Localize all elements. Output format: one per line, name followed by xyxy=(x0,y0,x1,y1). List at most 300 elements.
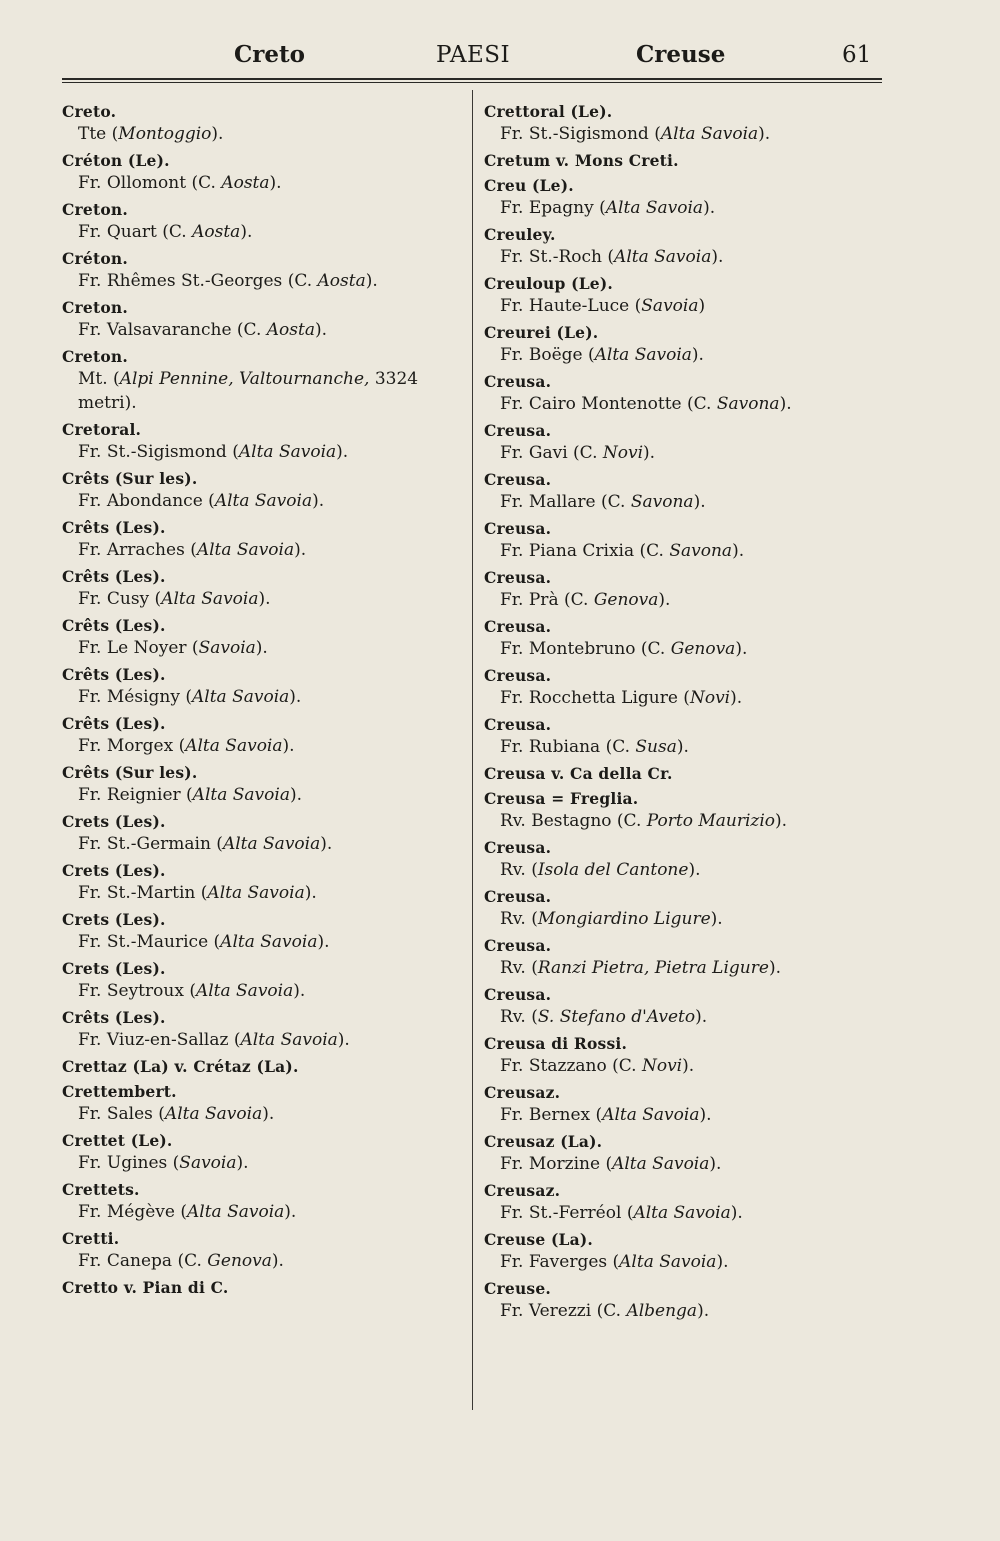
gazetteer-entry xyxy=(62,297,462,342)
entry-headword: Créton. xyxy=(62,249,128,268)
gazetteer-entry xyxy=(62,346,462,415)
entry-type-abbr: Fr. xyxy=(500,492,524,512)
entry-type-abbr: Fr. xyxy=(78,638,102,658)
entry-location-suffix: ). xyxy=(697,1301,710,1321)
entry-place-italic: Aosta xyxy=(266,320,315,340)
entry-type-abbr: Fr. xyxy=(78,1202,102,1222)
entry-location-suffix: ). xyxy=(732,541,745,561)
entry-location-suffix: ). xyxy=(716,1252,729,1272)
entry-type-abbr: Rv. xyxy=(500,1007,526,1027)
entry-location-text: Bernex ( xyxy=(523,1105,603,1125)
entry-headword: Cretum v. Mons Creti. xyxy=(484,151,679,170)
entry-location xyxy=(484,1299,884,1323)
entry-headword: Crêts (Sur les). xyxy=(62,763,198,782)
gazetteer-entry xyxy=(62,762,462,807)
entry-headword: Crettets. xyxy=(62,1180,140,1199)
entry-place-italic: Alta Savoia xyxy=(612,1154,710,1174)
entry-headword: Crêts (Les). xyxy=(62,1008,166,1027)
entry-location-text: St.-Maurice ( xyxy=(101,932,221,952)
entry-location-suffix: ). xyxy=(236,1153,249,1173)
entry-place-italic: Alta Savoia xyxy=(602,1105,700,1125)
entry-headword: Creusa. xyxy=(484,470,552,489)
entry-location xyxy=(62,1249,462,1273)
entry-location xyxy=(62,881,462,905)
entry-headword: Crettaz (La) v. Crétaz (La). xyxy=(62,1057,299,1076)
entry-type-abbr: Fr. xyxy=(500,737,524,757)
entry-location xyxy=(62,440,462,464)
gazetteer-entry xyxy=(62,1130,462,1175)
gazetteer-entry xyxy=(62,419,462,464)
entry-type-abbr: Fr. xyxy=(78,222,102,242)
entry-location-suffix: ). xyxy=(293,981,306,1001)
entry-location-text: Verezzi (C. xyxy=(523,1301,627,1321)
entry-location xyxy=(484,1103,884,1127)
entry-place-italic: Alta Savoia xyxy=(222,834,321,854)
entry-location xyxy=(62,832,462,856)
entry-location xyxy=(484,907,884,931)
entry-headword: Crêts (Les). xyxy=(62,616,166,635)
entry-location xyxy=(484,539,884,563)
gazetteer-entry xyxy=(484,567,884,612)
entry-location-text: St.-Martin ( xyxy=(101,883,208,903)
gazetteer-entry xyxy=(484,273,884,318)
entry-location-text: Mégève ( xyxy=(101,1202,187,1222)
entry-place-italic: Alta Savoia xyxy=(191,687,290,707)
entry-location xyxy=(484,956,884,980)
entry-headword: Creusa. xyxy=(484,666,552,685)
gazetteer-entry xyxy=(484,175,884,220)
entry-location xyxy=(62,171,462,195)
entry-location-text: ( xyxy=(525,958,538,978)
entry-place-italic: Genova xyxy=(207,1251,272,1271)
gazetteer-entry xyxy=(62,199,462,244)
entry-location xyxy=(484,637,884,661)
gazetteer-entry xyxy=(62,150,462,195)
entry-place-italic: Aosta xyxy=(221,173,270,193)
entry-location xyxy=(62,1200,462,1224)
entry-location-suffix: ). xyxy=(643,443,656,463)
entry-place-italic: Alta Savoia xyxy=(192,785,290,805)
running-header xyxy=(62,40,882,74)
entry-headword: Creusaz (La). xyxy=(484,1132,603,1151)
entry-type-abbr: Fr. xyxy=(500,688,524,708)
entry-type-abbr: Rv. xyxy=(500,811,526,831)
entry-headword: Creto. xyxy=(62,102,117,121)
entry-location-text: Mallare (C. xyxy=(523,492,631,512)
entry-headword: Creuse (La). xyxy=(484,1230,594,1249)
entry-location xyxy=(484,858,884,882)
entry-place-italic: Savona xyxy=(716,394,780,414)
entry-location xyxy=(62,636,462,660)
entry-location-suffix: ). xyxy=(314,320,327,340)
gazetteer-entry xyxy=(484,150,884,171)
entry-place-italic: Montoggio xyxy=(118,124,212,144)
entry-location xyxy=(62,220,462,244)
gazetteer-entry xyxy=(62,958,462,1003)
entry-place-italic: Ranzi Pietra, Pietra Ligure xyxy=(537,958,769,978)
entry-place-italic: Novi xyxy=(641,1056,683,1076)
entry-place-italic: Alta Savoia xyxy=(594,345,692,365)
entry-headword: Creuley. xyxy=(484,225,556,244)
entry-type-abbr: Mt. xyxy=(78,369,108,389)
entry-headword: Crêts (Les). xyxy=(62,665,166,684)
entry-headword: Crêts (Les). xyxy=(62,567,166,586)
entry-headword: Creusa v. Ca della Cr. xyxy=(484,764,673,783)
header-rule-thick xyxy=(62,78,882,80)
entry-location-text: Seytroux ( xyxy=(101,981,196,1001)
entry-location-text: Epagny ( xyxy=(523,198,606,218)
entry-headword: Crêts (Sur les). xyxy=(62,469,198,488)
entry-type-abbr: Fr. xyxy=(500,1252,524,1272)
gazetteer-entry xyxy=(484,1278,884,1323)
gazetteer-entry xyxy=(484,788,884,833)
entry-type-abbr: Tte xyxy=(78,124,107,144)
entry-place-italic: Alta Savoia xyxy=(196,540,295,560)
entry-headword: Créton (Le). xyxy=(62,151,170,170)
entry-location-text: Abondance ( xyxy=(101,491,215,511)
entry-type-abbr: Fr. xyxy=(500,124,524,144)
entry-type-abbr: Rv. xyxy=(500,958,526,978)
entry-location-text: Canepa (C. xyxy=(101,1251,208,1271)
entry-headword: Creusa. xyxy=(484,985,552,1004)
entry-location-suffix: ). xyxy=(269,173,282,193)
entry-location-text: Sales ( xyxy=(101,1104,165,1124)
gazetteer-entry xyxy=(484,224,884,269)
gazetteer-entry xyxy=(484,371,884,416)
gazetteer-entry xyxy=(484,469,884,514)
entry-location xyxy=(484,809,884,833)
entry-location-text: ( xyxy=(107,369,120,389)
entry-type-abbr: Fr. xyxy=(500,639,524,659)
entry-headword: Creusa. xyxy=(484,519,552,538)
entry-location-text: Faverges ( xyxy=(523,1252,620,1272)
entry-place-italic: Susa xyxy=(635,737,677,757)
entry-location-suffix: ). xyxy=(211,124,224,144)
entry-location-text: Rocchetta Ligure ( xyxy=(523,688,690,708)
entry-type-abbr: Fr. xyxy=(78,736,102,756)
entry-location xyxy=(484,1201,884,1225)
entry-location-text: Mésigny ( xyxy=(101,687,192,707)
entry-headword: Cretoral. xyxy=(62,420,142,439)
entry-location-text: Arraches ( xyxy=(101,540,197,560)
entry-type-abbr: Fr. xyxy=(78,834,102,854)
entry-headword: Creusa = Freglia. xyxy=(484,789,639,808)
entry-location-text: St.-Sigismond ( xyxy=(523,124,661,144)
entry-location-suffix: ). xyxy=(365,271,378,291)
entry-headword: Cretto v. Pian di C. xyxy=(62,1278,229,1297)
entry-place-italic: Alta Savoia xyxy=(164,1104,263,1124)
entry-location-text: Gavi (C. xyxy=(523,443,603,463)
entry-location xyxy=(484,1250,884,1274)
entry-headword: Crettoral (Le). xyxy=(484,102,613,121)
entry-type-abbr: Fr. xyxy=(500,198,524,218)
entry-place-italic: Isola del Cantone xyxy=(537,860,689,880)
entry-location-text: St.-Sigismond ( xyxy=(101,442,239,462)
entry-type-abbr: Fr. xyxy=(78,491,102,511)
entry-location-text: Cairo Montenotte (C. xyxy=(523,394,717,414)
entry-location-suffix: ). xyxy=(320,834,333,854)
entry-location-text: Haute-Luce ( xyxy=(523,296,642,316)
entry-headword: Creusa. xyxy=(484,887,552,906)
entry-place-italic: Alta Savoia xyxy=(161,589,259,609)
entry-location-text: Quart (C. xyxy=(101,222,193,242)
entry-location-suffix: ). xyxy=(337,1030,350,1050)
entry-type-abbr: Fr. xyxy=(500,1105,524,1125)
gazetteer-entry xyxy=(484,837,884,882)
entry-location-suffix: ). xyxy=(317,932,330,952)
entry-type-abbr: Fr. xyxy=(500,1056,524,1076)
entry-place-italic: Alta Savoia xyxy=(605,198,704,218)
entry-place-italic: Genova xyxy=(593,590,659,610)
entry-location-text: St.-Roch ( xyxy=(523,247,615,267)
gazetteer-entry xyxy=(484,420,884,465)
entry-headword: Cretti. xyxy=(62,1229,120,1248)
entry-place-italic: Savoia xyxy=(641,296,699,316)
entry-location xyxy=(484,686,884,710)
entry-headword: Creurei (Le). xyxy=(484,323,599,342)
entry-location-suffix: ). xyxy=(294,540,307,560)
entry-headword: Creu (Le). xyxy=(484,176,574,195)
header-first-entry: Creto xyxy=(234,41,306,68)
entry-location-suffix: ). xyxy=(703,198,716,218)
entry-type-abbr: Fr. xyxy=(78,442,102,462)
entry-location xyxy=(62,318,462,342)
entry-place-italic: Savona xyxy=(630,492,694,512)
entry-location-text: ( xyxy=(106,124,119,144)
entry-location-suffix: ). xyxy=(658,590,671,610)
entry-type-abbr: Fr. xyxy=(500,345,524,365)
entry-headword: Crets (Les). xyxy=(62,910,166,929)
entry-location-text: ( xyxy=(525,860,538,880)
entry-headword: Crêts (Les). xyxy=(62,714,166,733)
header-section-title: PAESI xyxy=(436,42,511,68)
entry-location xyxy=(484,490,884,514)
entry-place-italic: Alta Savoia xyxy=(195,981,294,1001)
entry-location-text: Montebruno (C. xyxy=(523,639,671,659)
gazetteer-entry xyxy=(484,518,884,563)
gazetteer-entry xyxy=(484,714,884,759)
entry-location-suffix: ). xyxy=(779,394,792,414)
entry-location-text: ( xyxy=(525,1007,538,1027)
gazetteer-entry xyxy=(62,615,462,660)
gazetteer-entry xyxy=(484,1131,884,1176)
entry-location-text: Morgex ( xyxy=(101,736,186,756)
entry-type-abbr: Fr. xyxy=(500,1203,524,1223)
entry-headword: Crêts (Les). xyxy=(62,518,166,537)
entry-place-italic: Savona xyxy=(669,541,733,561)
gazetteer-entry xyxy=(62,248,462,293)
entry-place-italic: Genova xyxy=(670,639,736,659)
entry-headword: Creton. xyxy=(62,200,128,219)
entry-place-italic: Alpi Pennine, Valtournanche, xyxy=(119,369,370,389)
entry-location-suffix: ). xyxy=(688,860,701,880)
entry-type-abbr: Rv. xyxy=(500,860,526,880)
entry-location xyxy=(484,735,884,759)
entry-headword: Crets (Les). xyxy=(62,812,166,831)
gazetteer-entry xyxy=(484,1229,884,1274)
gazetteer-entry xyxy=(484,935,884,980)
entry-headword: Crettembert. xyxy=(62,1082,177,1101)
entry-location-text: Piana Crixia (C. xyxy=(523,541,670,561)
entry-location-text: Viuz-en-Sallaz ( xyxy=(101,1030,241,1050)
entry-location-text: Reignier ( xyxy=(101,785,193,805)
entry-place-italic: Alta Savoia xyxy=(240,1030,338,1050)
entry-location-suffix: ). xyxy=(709,1154,722,1174)
gazetteer-entry xyxy=(62,909,462,954)
entry-location xyxy=(62,1151,462,1175)
entry-location-text: Stazzano (C. xyxy=(523,1056,642,1076)
entry-place-italic: Novi xyxy=(602,443,644,463)
gazetteer-entry xyxy=(484,1180,884,1225)
entry-location-suffix: ). xyxy=(711,247,724,267)
entry-location-suffix: ). xyxy=(282,736,295,756)
entry-location xyxy=(62,489,462,513)
entry-type-abbr: Fr. xyxy=(500,296,524,316)
entry-location-text: Ollomont (C. xyxy=(101,173,222,193)
gazetteer-entry xyxy=(62,1277,462,1298)
entry-place-italic: Alta Savoia xyxy=(614,247,712,267)
gazetteer-entry xyxy=(62,1228,462,1273)
entry-headword: Creusa. xyxy=(484,372,552,391)
gazetteer-entry xyxy=(62,566,462,611)
entry-location xyxy=(62,587,462,611)
entry-type-abbr: Fr. xyxy=(500,1301,524,1321)
right-column xyxy=(484,101,884,1327)
entry-location-suffix: ). xyxy=(289,785,302,805)
gazetteer-entry xyxy=(484,886,884,931)
gazetteer-entry xyxy=(62,517,462,562)
entry-location-suffix: ). xyxy=(730,1203,743,1223)
entry-location-suffix: ). xyxy=(735,639,748,659)
entry-location-text: Rhêmes St.-Georges (C. xyxy=(101,271,318,291)
gazetteer-entry xyxy=(62,1081,462,1126)
entry-place-italic: Alta Savoia xyxy=(185,736,283,756)
entry-place-italic: Savoia xyxy=(198,638,256,658)
entry-location-text: Prà (C. xyxy=(523,590,594,610)
entry-location xyxy=(62,1102,462,1126)
entry-headword: Creton. xyxy=(62,347,128,366)
entry-location-suffix: ). xyxy=(289,687,302,707)
entry-headword: Crettet (Le). xyxy=(62,1131,173,1150)
entry-location-suffix: ). xyxy=(695,1007,708,1027)
entry-place-italic: S. Stefano d'Aveto xyxy=(537,1007,696,1027)
gazetteer-entry xyxy=(484,1033,884,1078)
entry-place-italic: Alta Savoia xyxy=(220,932,318,952)
gazetteer-entry xyxy=(484,763,884,784)
entry-place-italic: Savoia xyxy=(179,1153,237,1173)
entry-location xyxy=(62,734,462,758)
entry-place-italic: Alta Savoia xyxy=(186,1202,285,1222)
entry-type-abbr: Fr. xyxy=(78,173,102,193)
entry-headword: Creusa. xyxy=(484,936,552,955)
gazetteer-entry xyxy=(62,1179,462,1224)
entry-type-abbr: Fr. xyxy=(78,589,102,609)
gazetteer-entry xyxy=(484,984,884,1029)
entry-location xyxy=(484,1005,884,1029)
entry-location-text: Cusy ( xyxy=(101,589,162,609)
entry-headword: Creton. xyxy=(62,298,128,317)
entry-location-suffix: ). xyxy=(258,589,271,609)
entry-headword: Crets (Les). xyxy=(62,861,166,880)
entry-location-text: St.-Ferréol ( xyxy=(523,1203,634,1223)
entry-location-text: Morzine ( xyxy=(523,1154,613,1174)
entry-location-suffix: ). xyxy=(699,1105,712,1125)
entry-place-italic: Mongiardino Ligure xyxy=(537,909,711,929)
entry-location-suffix: ). xyxy=(312,491,325,511)
entry-location xyxy=(62,783,462,807)
entry-location xyxy=(484,1054,884,1078)
entry-headword: Creuse. xyxy=(484,1279,552,1298)
entry-type-abbr: Fr. xyxy=(78,1153,102,1173)
entry-type-abbr: Fr. xyxy=(78,540,102,560)
entry-type-abbr: Fr. xyxy=(500,443,524,463)
entry-location-suffix: ). xyxy=(730,688,743,708)
entry-location-suffix: ). xyxy=(304,883,317,903)
entry-location xyxy=(62,122,462,146)
entry-headword: Creusa. xyxy=(484,617,552,636)
entry-location-suffix: ). xyxy=(758,124,771,144)
entry-headword: Creusa. xyxy=(484,838,552,857)
entry-location xyxy=(484,441,884,465)
gazetteer-entry xyxy=(62,811,462,856)
entry-location xyxy=(62,1028,462,1052)
entry-location xyxy=(484,245,884,269)
gazetteer-entry xyxy=(62,860,462,905)
entry-type-abbr: Fr. xyxy=(78,932,102,952)
gazetteer-entry xyxy=(484,101,884,146)
gazetteer-entry xyxy=(62,101,462,146)
entry-type-abbr: Fr. xyxy=(78,1104,102,1124)
entry-location-suffix: ). xyxy=(255,638,268,658)
page-number: 61 xyxy=(842,42,872,68)
entry-location xyxy=(62,930,462,954)
entry-location xyxy=(62,367,462,415)
gazetteer-entry xyxy=(62,664,462,709)
entry-location xyxy=(484,588,884,612)
entry-location xyxy=(484,196,884,220)
entry-type-abbr: Fr. xyxy=(78,981,102,1001)
entry-location-suffix: ). xyxy=(775,811,788,831)
entry-location xyxy=(484,343,884,367)
gazetteer-entry xyxy=(62,468,462,513)
entry-location-text: Ugines ( xyxy=(101,1153,180,1173)
entry-location-text: St.-Germain ( xyxy=(101,834,223,854)
entry-place-italic: Aosta xyxy=(317,271,366,291)
entry-place-italic: Aosta xyxy=(192,222,241,242)
entry-headword: Creusaz. xyxy=(484,1181,561,1200)
entry-location-suffix: 3324 metri). xyxy=(78,369,419,413)
entry-location xyxy=(62,685,462,709)
entry-location xyxy=(62,979,462,1003)
entry-headword: Crets (Les). xyxy=(62,959,166,978)
entry-location xyxy=(484,122,884,146)
entry-location xyxy=(484,392,884,416)
entry-headword: Creusa. xyxy=(484,715,552,734)
entry-location-suffix: ). xyxy=(240,222,253,242)
entry-place-italic: Albenga xyxy=(626,1301,698,1321)
entry-place-italic: Novi xyxy=(689,688,731,708)
entry-place-italic: Alta Savoia xyxy=(214,491,313,511)
entry-location xyxy=(62,269,462,293)
entry-type-abbr: Rv. xyxy=(500,909,526,929)
entry-headword: Creuloup (Le). xyxy=(484,274,613,293)
entry-place-italic: Alta Savoia xyxy=(238,442,337,462)
entry-headword: Creusa di Rossi. xyxy=(484,1034,628,1053)
entry-type-abbr: Fr. xyxy=(78,785,102,805)
entry-location-suffix: ). xyxy=(262,1104,275,1124)
entry-location-suffix: ). xyxy=(284,1202,297,1222)
entry-type-abbr: Fr. xyxy=(78,271,102,291)
